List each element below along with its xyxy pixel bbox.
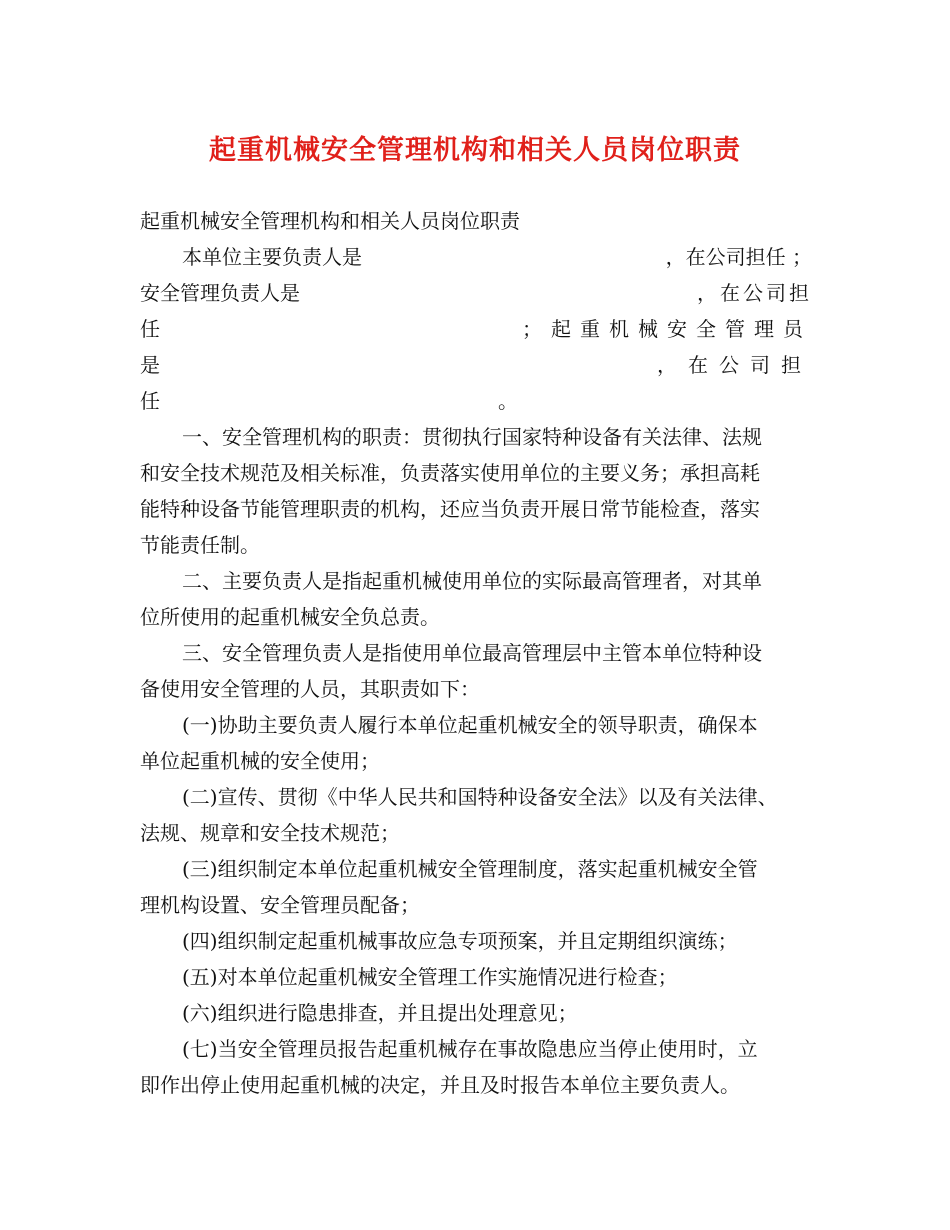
form-row [140, 311, 812, 347]
page-title: 起重机械安全管理机构和相关人员岗位职责 [209, 135, 741, 166]
text-line: (六)组织进行隐患排查，并且提出处理意见； [182, 1001, 578, 1025]
form-label: 本单位主要负责人是 [182, 245, 362, 269]
form-row [140, 383, 812, 419]
text-line: 能特种设备节能管理职责的机构，还应当负责开展日常节能检查，落实 [140, 497, 760, 521]
form-row [140, 275, 812, 311]
blank-field [362, 239, 666, 275]
text-line: 节能责任制。 [140, 533, 260, 557]
text-line: 法规、规章和安全技术规范； [140, 821, 400, 845]
text-line: (七)当安全管理员报告起重机械存在事故隐患应当停止使用时，立 [182, 1037, 758, 1061]
form-label: ；起重机械安全管理员 [522, 317, 812, 341]
text-line: (二)宣传、贯彻《中华人民共和国特种设备安全法》以及有关法律、 [182, 785, 778, 809]
form-label: ，在公司担任 ； [665, 245, 812, 269]
form-row [140, 347, 812, 383]
form-label: 安全管理负责人是 [140, 281, 300, 305]
text-line: (一)协助主要负责人履行本单位起重机械安全的领导职责，确保本 [182, 713, 758, 737]
form-label: 任 [140, 317, 160, 341]
text-line: (三)组织制定本单位起重机械安全管理制度，落实起重机械安全管 [182, 857, 758, 881]
blank-field [300, 275, 697, 311]
text-line: 理机构设置、安全管理员配备； [140, 893, 420, 917]
text-line: 即作出停止使用起重机械的决定，并且及时报告本单位主要负责人。 [140, 1073, 740, 1097]
text-line: (五)对本单位起重机械安全管理工作实施情况进行检查； [182, 965, 678, 989]
text-line: 单位起重机械的安全使用； [140, 749, 380, 773]
form-label: ，在公司担 [657, 353, 812, 377]
form-label: 是 [140, 353, 160, 377]
form-label: 。 [498, 389, 518, 413]
text-line: 和安全技术规范及相关标准，负责落实使用单位的主要义务；承担高耗 [140, 461, 760, 485]
blank-field [160, 383, 498, 419]
text-line: 一、安全管理机构的职责：贯彻执行国家特种设备有关法律、法规 [182, 425, 762, 449]
blank-field [160, 311, 522, 347]
text-line: 备使用安全管理的人员，其职责如下： [140, 677, 480, 701]
text-line: 位所使用的起重机械安全负总责。 [140, 605, 440, 629]
text-line: (四)组织制定起重机械事故应急专项预案，并且定期组织演练； [182, 929, 738, 953]
paragraphs [140, 419, 812, 1103]
form-label: ，在公司担 [697, 281, 812, 305]
form-label: 任 [140, 389, 160, 413]
text-line: 三、安全管理负责人是指使用单位最高管理层中主管本单位特种设 [182, 641, 762, 665]
document-body [140, 203, 812, 1103]
form-row [140, 239, 812, 275]
text-line: 二、主要负责人是指起重机械使用单位的实际最高管理者，对其单 [182, 569, 762, 593]
blank-field [160, 347, 657, 383]
subtitle: 起重机械安全管理机构和相关人员岗位职责 [140, 209, 520, 233]
